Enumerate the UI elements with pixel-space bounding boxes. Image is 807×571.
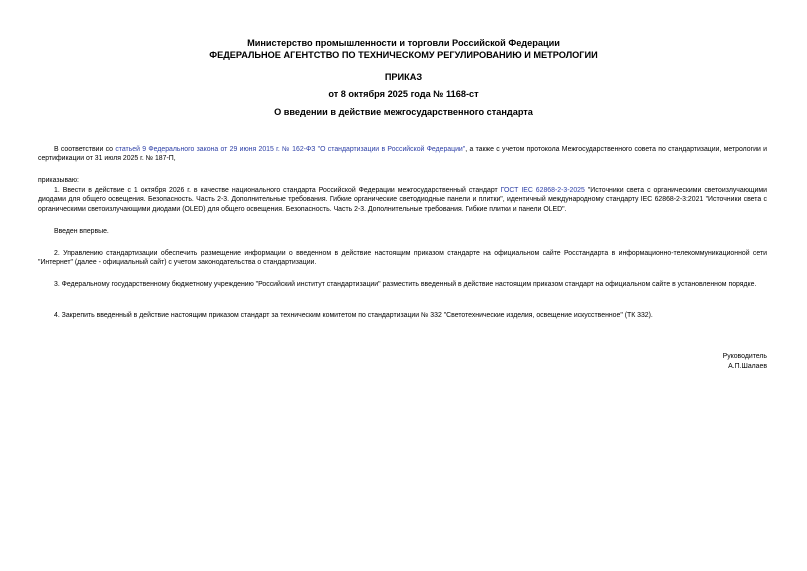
item-4-paragraph: 4. Закрепить введенный в действие настоящим приказом стандарт за техническим комитетом по стандартизации № 332 "Светотехнические изделия, освещение искусственное" (ТК 332). bbox=[54, 312, 653, 319]
agency-title: ФЕДЕРАЛЬНОЕ АГЕНТСТВО ПО ТЕХНИЧЕСКОМУ РЕГУЛИРОВАНИЮ И МЕТРОЛОГИИ bbox=[209, 50, 598, 60]
ministry-title: Министерство промышленности и торговли Российской Федерации bbox=[247, 38, 560, 48]
doc-subject: О введении в действие межгосударственного стандарта bbox=[274, 107, 533, 117]
item-2-paragraph: 2. Управлению стандартизации обеспечить размещение информации о введенном в действие настоящим приказом стандарте на официальном сайте Росстандарта в информационно-телекоммуникационной сети "Интернет" (далее - официальный сайт) с учетом законодательства о стандартизации. bbox=[38, 250, 767, 267]
preamble-suffix: , а также с учетом протокола Межгосударственного совета по стандартизации, метрологии и сертификации от 31 июля 2025 г. № 187-П, bbox=[38, 146, 767, 163]
gost-standard-link[interactable]: ГОСТ IEC 62868-2-3-2025 bbox=[500, 187, 585, 194]
signature-name: А.П.Шалаев bbox=[728, 363, 767, 370]
order-word: приказываю: bbox=[38, 177, 79, 184]
signature-position: Руководитель bbox=[722, 353, 767, 360]
preamble-paragraph bbox=[38, 145, 767, 164]
doc-type: ПРИКАЗ bbox=[384, 72, 423, 82]
item-3-paragraph: 3. Федеральному государственному бюджетному учреждению "Российский институт стандартизации" разместить введенный в действие настоящим приказом стандарт на официальном сайте в установленном порядке. bbox=[54, 281, 757, 288]
doc-date-number: от 8 октября 2025 года № 1168-ст bbox=[328, 89, 479, 99]
item-1-prefix: 1. Ввести в действие с 1 октября 2026 г. в качестве национального стандарта Российской Федерации межгосударственный стандарт bbox=[54, 187, 501, 194]
item-1-paragraph bbox=[38, 186, 767, 214]
first-time-note: Введен впервые. bbox=[54, 228, 109, 235]
preamble-prefix: В соответствии со bbox=[54, 146, 116, 153]
federal-law-link[interactable]: статьей 9 Федерального закона от 29 июня 2015 г. № 162-ФЗ "О стандартизации в Российской Федерации" bbox=[115, 146, 466, 153]
item-1-suffix: "Источники света с органическими светоизлучающими диодами для общего освещения. Безопасность. Часть 2-3. Дополнительные требования. Гибкие органические светодиодные панели и плитки", идентичный международному стандарту IEC 62868-2-3:2021 "Источники света с органическими светоизлучающими диодами (OLED) для общего освещения. Безопасность. Часть 2-3. Дополнительные требования. Гибкие плитки и панели OLED". bbox=[38, 187, 767, 213]
